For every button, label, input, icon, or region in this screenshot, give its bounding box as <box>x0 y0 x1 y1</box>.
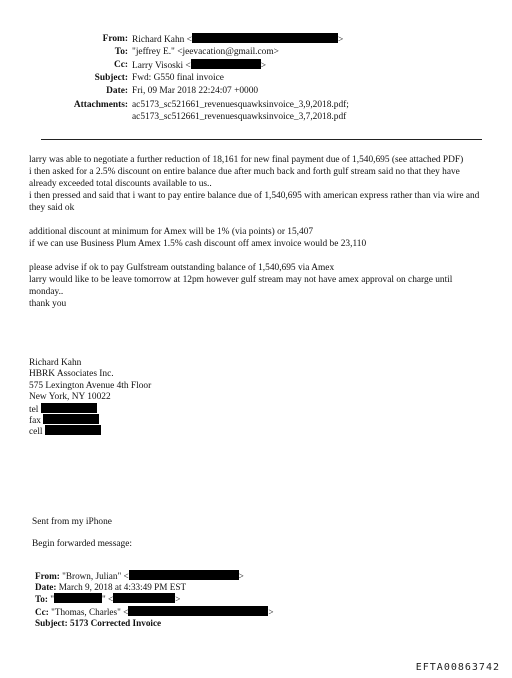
sent-from-line: Sent from my iPhone <box>32 517 112 527</box>
fwd-from-row: From: "Brown, Julian" < > <box>35 571 244 581</box>
cc-value: Larry Visoski < > <box>132 61 267 71</box>
signature-tel: tel <box>29 403 151 414</box>
signature-name: Richard Kahn <box>29 358 82 368</box>
body-paragraph: i then asked for a 2.5% discount on entire balance due after much back and forth gulf stream said no that they have already exceeded total discounts available to us.. <box>29 167 460 189</box>
fwd-cc-row: Cc: "Thomas, Charles" < > <box>35 606 274 617</box>
signature-company: HBRK Associates Inc. <box>29 369 114 380</box>
redaction-block <box>54 593 102 603</box>
subject-value: Fwd: G550 final invoice <box>132 73 224 83</box>
forwarded-header <box>35 570 274 629</box>
body-paragraph: larry was able to negotiate a further reduction of 18,161 for new final payment due of 1,540,695 (see attached PDF) <box>29 155 464 165</box>
to-value: "jeffrey E." <jeevacation@gmail.com> <box>132 47 279 57</box>
signature-cell: cell <box>29 425 151 436</box>
redaction-block <box>128 606 268 616</box>
signature-city: New York, NY 10022 <box>29 392 111 403</box>
body-paragraph: i then pressed and said that i want to pay entire balance due of 1,540,695 with american express rather than via wire and they said ok <box>29 191 480 213</box>
body-paragraph: please advise if ok to pay Gulfstream outstanding balance of 1,540,695 via Amex <box>29 263 335 273</box>
body-paragraph: thank you <box>29 299 67 309</box>
date-label: Date: <box>106 86 128 96</box>
redaction-block <box>113 593 175 603</box>
header-divider <box>41 139 482 140</box>
body-paragraph: if we can use Business Plum Amex 1.5% cash discount off amex invoice would be 23,110 <box>29 239 367 249</box>
cc-label: Cc: <box>113 60 128 70</box>
fwd-date-row: Date: March 9, 2018 at 4:33:49 PM EST <box>35 582 187 593</box>
document-id: EFTA00863742 <box>415 662 500 673</box>
body-paragraph: additional discount at minimum for Amex will be 1% (via points) or 15,407 <box>29 227 314 237</box>
to-label: To: <box>114 47 128 57</box>
message-body <box>29 154 484 310</box>
attachment-link-1[interactable]: ac5173_sc521661_revenuesquawksinvoice_3,9,2018.pdf; <box>132 100 349 110</box>
body-paragraph: larry would like to be leave tomorrow at 12pm however gulf stream may not have amex approval on charge until monday.. <box>29 275 453 297</box>
attachment-link-2[interactable]: ac5173_sc512661_revenuesquawksinvoice_3,7,2018.pdf <box>132 112 347 122</box>
redaction-block <box>43 414 99 424</box>
signature-address: 575 Lexington Avenue 4th Floor <box>29 380 152 391</box>
redaction-block <box>192 33 338 43</box>
forwarded-message-label: Begin forwarded message: <box>32 539 132 549</box>
signature-block <box>29 357 151 437</box>
redaction-block <box>41 403 97 413</box>
subject-label: Subject: <box>94 73 128 83</box>
attachments-label: Attachments: <box>73 100 128 110</box>
redaction-block <box>129 570 239 580</box>
from-label: From: <box>102 34 128 44</box>
redaction-block <box>45 425 101 435</box>
date-value: Fri, 09 Mar 2018 22:24:07 +0000 <box>132 86 259 96</box>
fwd-to-row: To: " " < > <box>35 594 181 605</box>
from-value: Richard Kahn < > <box>132 35 344 45</box>
fwd-subject-row: Subject: 5173 Corrected Invoice <box>35 617 162 628</box>
redaction-block <box>191 59 261 69</box>
signature-fax: fax <box>29 414 151 425</box>
